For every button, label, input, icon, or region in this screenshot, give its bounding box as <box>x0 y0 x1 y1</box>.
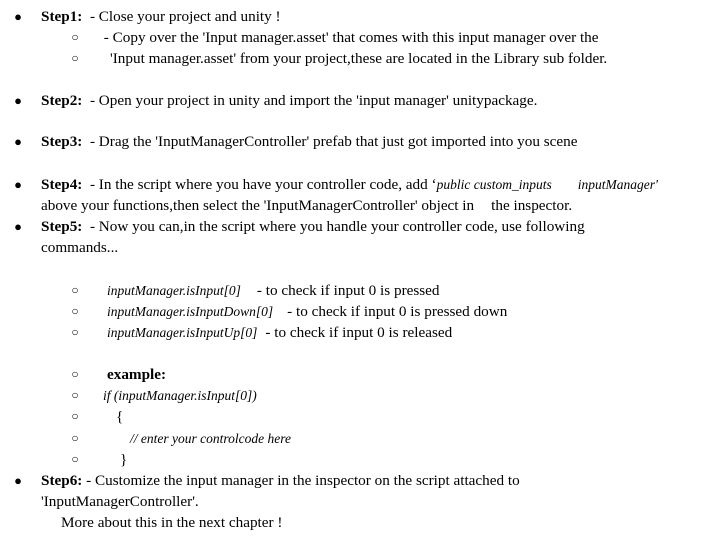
step3-text: - Drag the 'InputManagerController' prefab that just got imported into you scene <box>82 133 578 150</box>
sub-bullet-icon: ○ <box>71 30 79 44</box>
sub-bullet-icon: ○ <box>71 325 79 339</box>
step5-label: Step5: <box>41 218 83 235</box>
command-desc: - to check if input 0 is pressed down <box>287 303 508 320</box>
step6-label: Step6: <box>41 472 83 489</box>
sub-bullet-icon: ○ <box>71 431 79 445</box>
step4-code-b: inputManager' <box>577 177 658 192</box>
step3-line <box>41 131 577 152</box>
bullet-icon: ● <box>14 134 22 149</box>
bullet-icon: ● <box>14 93 22 108</box>
command-desc: - to check if input 0 is pressed <box>256 282 440 299</box>
example-code-line: if (inputManager.isInput[0]) <box>103 388 257 403</box>
step6-text: - Customize the input manager in the inspector on the script attached to <box>82 472 520 489</box>
command-code: inputManager.isInputDown[0] <box>107 304 274 319</box>
sub-bullet-icon: ○ <box>71 304 79 318</box>
example-label: example: <box>107 366 167 383</box>
step5-line2: commands... <box>41 239 119 256</box>
step2-label: Step2: <box>41 92 83 109</box>
example-code-line: // enter your controlcode here <box>130 431 291 446</box>
sub-bullet-icon: ○ <box>71 409 79 423</box>
sub-bullet-icon: ○ <box>71 51 79 65</box>
step4-line2 <box>41 195 572 216</box>
step4-line <box>41 174 658 195</box>
bullet-icon: ● <box>14 219 22 234</box>
step2-line <box>41 90 537 111</box>
step4-line2-b: the inspector. <box>491 197 573 214</box>
command-item <box>107 301 507 322</box>
step4-label: Step4: <box>41 176 83 193</box>
command-code: inputManager.isInput[0] <box>107 283 241 298</box>
command-code: inputManager.isInputUp[0] <box>107 325 258 340</box>
step1-sub-2: 'Input manager.asset' from your project,these are located in the Library sub folder. <box>110 50 608 67</box>
step4-line2-a: above your functions,then select the 'InputManagerController' object in <box>41 197 475 214</box>
bullet-icon: ● <box>14 473 22 488</box>
step2-text: - Open your project in unity and import the 'input manager' unitypackage. <box>82 92 538 109</box>
sub-bullet-icon: ○ <box>71 388 79 402</box>
example-code-line: } <box>120 451 128 468</box>
step1-label: Step1: <box>41 8 83 25</box>
step6-line <box>41 470 520 491</box>
step3-label: Step3: <box>41 133 83 150</box>
step5-line <box>41 216 585 237</box>
step1-sub-1: - Copy over the 'Input manager.asset' that comes with this input manager over the <box>100 29 599 46</box>
command-desc: - to check if input 0 is released <box>265 324 453 341</box>
command-item <box>107 280 440 301</box>
step1-line <box>41 6 281 27</box>
step5-text: - Now you can,in the script where you handle your controller code, use following <box>82 218 585 235</box>
step1-text: - Close your project and unity ! <box>82 8 281 25</box>
step6-line2: 'InputManagerController'. <box>41 493 199 510</box>
sub-bullet-icon: ○ <box>71 283 79 297</box>
step6-line3: More about this in the next chapter ! <box>61 514 283 531</box>
bullet-icon: ● <box>14 9 22 24</box>
example-code-line: { <box>116 408 124 425</box>
sub-bullet-icon: ○ <box>71 367 79 381</box>
bullet-icon: ● <box>14 177 22 192</box>
command-item <box>107 322 452 343</box>
step4-code-a: public custom_inputs <box>436 177 552 192</box>
sub-bullet-icon: ○ <box>71 452 79 466</box>
step4-text: - In the script where you have your controller code, add ‘ <box>82 176 437 193</box>
